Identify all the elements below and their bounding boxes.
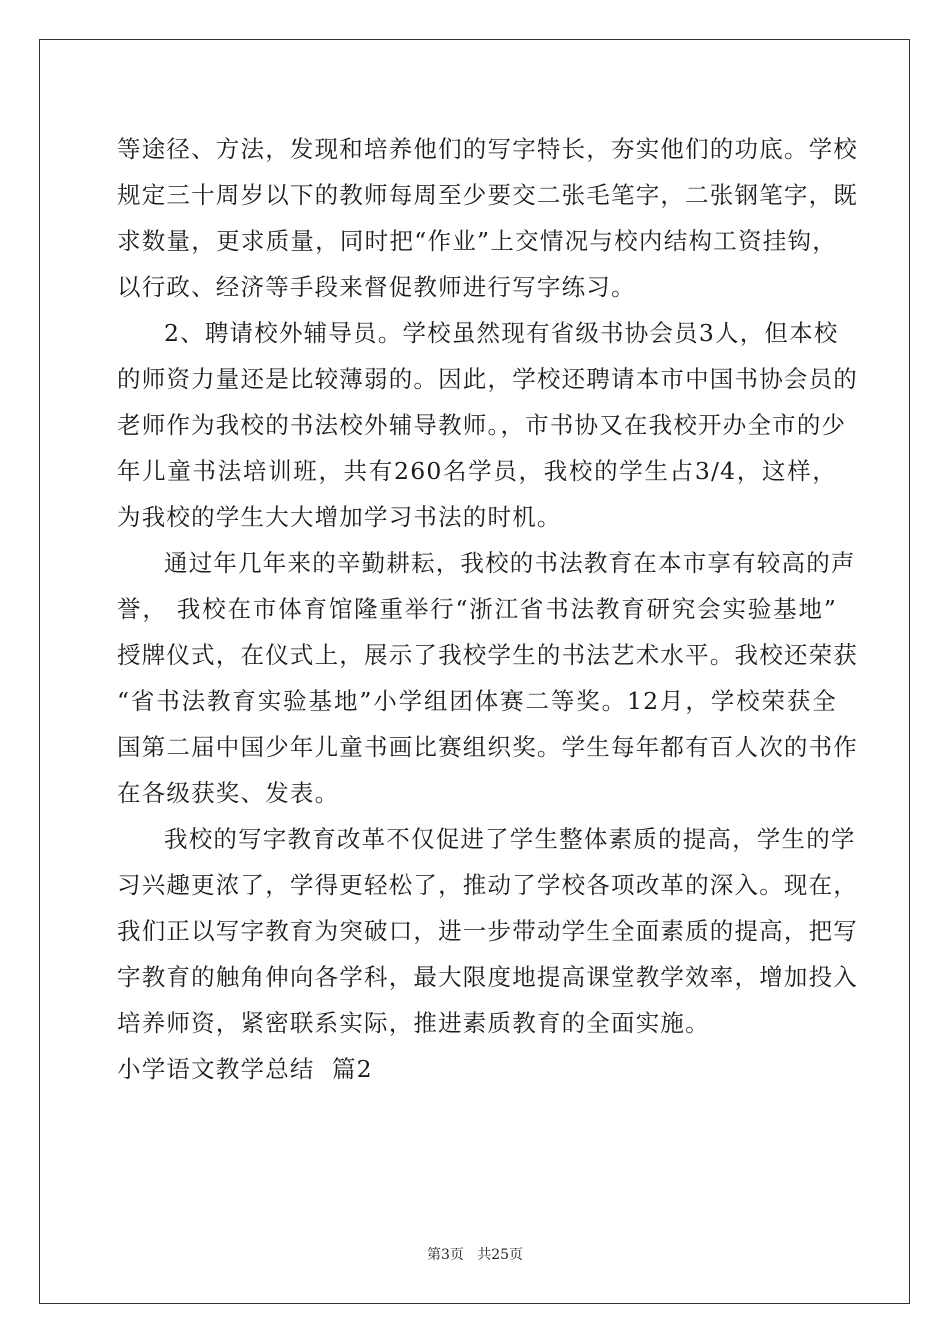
text-line: 授牌仪式，在仪式上，展示了我校学生的书法艺术水平。我校还荣获 [117, 641, 858, 669]
section-heading: 小学语文教学总结 篇2 [117, 1055, 373, 1083]
text-line: 等途径、方法，发现和培养他们的写字特长，夯实他们的功底。学校 [117, 135, 858, 163]
text-line: 以行政、经济等手段来督促教师进行写字练习。 [117, 273, 636, 301]
text-line: 规定三十周岁以下的教师每周至少要交二张毛笔字，二张钢笔字，既 [117, 181, 858, 209]
text-line: 我们正以写字教育为突破口，进一步带动学生全面素质的提高，把写 [117, 917, 858, 945]
text-line: 2、聘请校外辅导员。学校虽然现有省级书协会员3人，但本校 [164, 319, 839, 347]
text-line: 求数量，更求质量，同时把“作业”上交情况与校内结构工资挂钩， [117, 227, 837, 255]
text-line: 的师资力量还是比较薄弱的。因此，学校还聘请本市中国书协会员的 [117, 365, 858, 393]
text-line: 在各级获奖、发表。 [117, 779, 340, 807]
text-line: 通过年几年来的辛勤耕耘，我校的书法教育在本市享有较高的声 [164, 549, 856, 577]
text-line: 誉， 我校在市体育馆隆重举行“浙江省书法教育研究会实验基地” [117, 595, 837, 623]
text-line: 我校的写字教育改革不仅促进了学生整体素质的提高，学生的学 [164, 825, 856, 853]
text-line: 国第二届中国少年儿童书画比赛组织奖。学生每年都有百人次的书作 [117, 733, 858, 761]
text-line: 老师作为我校的书法校外辅导教师。，市书协又在我校开办全市的少 [117, 411, 847, 439]
text-line: 习兴趣更浓了，学得更轻松了，推动了学校各项改革的深入。现在， [117, 871, 858, 899]
page-footer: 第3页 共25页 [426, 1247, 524, 1263]
text-line: 为我校的学生大大增加学习书法的时机。 [117, 503, 562, 531]
text-line: 培养师资，紧密联系实际，推进素质教育的全面实施。 [117, 1009, 710, 1037]
text-line: 年儿童书法培训班，共有260名学员，我校的学生占3/4，这样， [117, 457, 837, 485]
document-body [117, 126, 858, 1092]
text-line: 字教育的触角伸向各学科，最大限度地提高课堂教学效率，增加投入 [117, 963, 858, 991]
text-line: “省书法教育实验基地”小学组团体赛二等奖。12月，学校荣获全 [117, 687, 837, 715]
